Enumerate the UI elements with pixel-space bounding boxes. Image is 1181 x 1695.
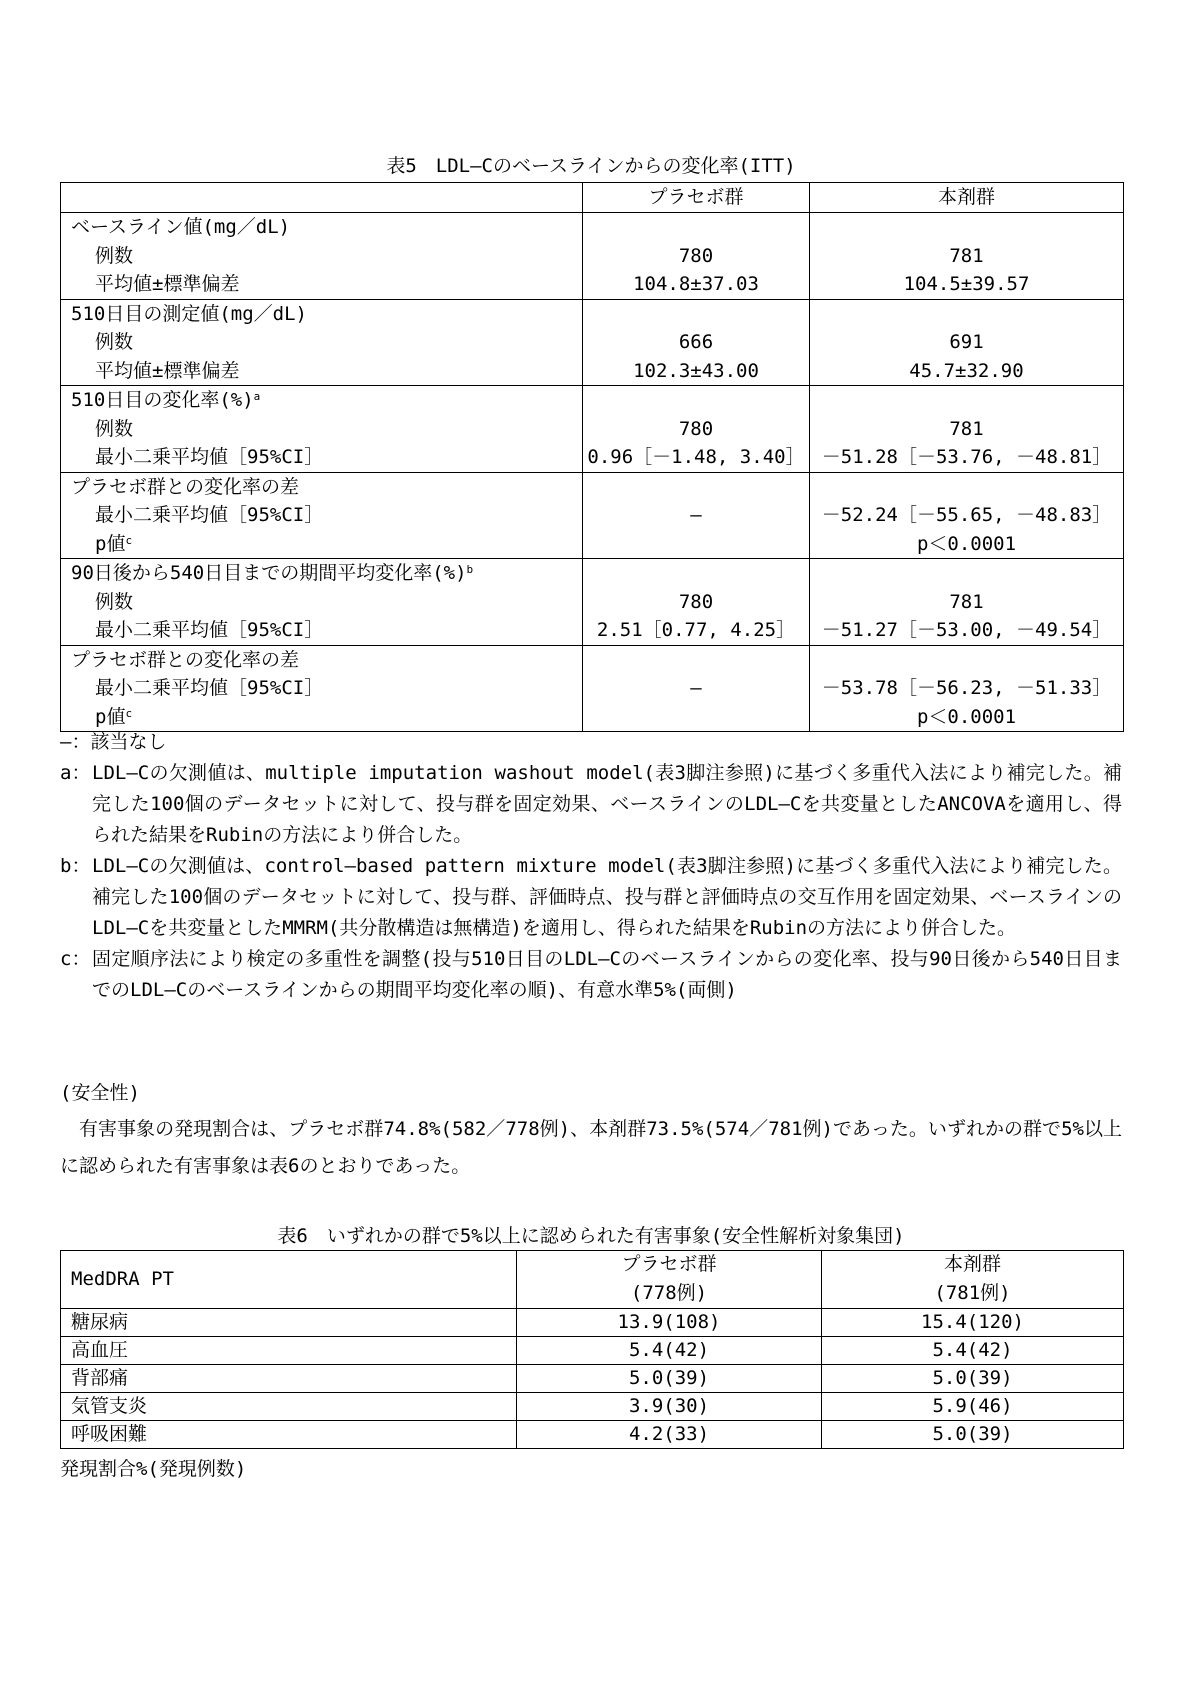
table5-section-title-text: 90日後から540日目までの期間平均変化率(%) <box>71 562 467 584</box>
table5-placebo-cell <box>583 299 810 386</box>
table6-term: 背部痛 <box>61 1365 517 1393</box>
table5-spacer <box>810 646 1123 675</box>
table5-row-label <box>71 328 582 357</box>
table6-row <box>61 1421 1124 1449</box>
table5-row-label-text: 例数 <box>95 417 134 440</box>
table6-header-placebo <box>517 1251 822 1309</box>
table6-row <box>61 1337 1124 1365</box>
table5-row-label <box>71 616 582 645</box>
table6-term: 気管支炎 <box>61 1393 517 1421</box>
table5-note <box>60 851 1122 944</box>
table5-spacer <box>583 300 809 329</box>
table5-header-drug: 本剤群 <box>810 183 1124 213</box>
table5-section <box>61 559 1124 646</box>
table5-spacer <box>810 559 1123 588</box>
table5-placebo-cell <box>583 386 810 473</box>
table5-spacer <box>583 473 809 502</box>
table5-row-label <box>71 443 582 472</box>
table5-spacer <box>583 386 809 415</box>
table5-row-label-text: 例数 <box>95 244 134 267</box>
table6-row <box>61 1309 1124 1337</box>
table5-row-label <box>71 530 582 559</box>
footnote-marker: c <box>125 706 133 720</box>
table5-label-cell <box>61 645 583 732</box>
safety-section <box>60 1075 1122 1185</box>
table6-drug: 5.9(46) <box>822 1393 1124 1421</box>
table5-row-label-text: 例数 <box>95 590 134 613</box>
note-key: a： <box>60 762 91 784</box>
table5-section-title <box>71 213 582 242</box>
table5-row-label-text: p値 <box>95 532 126 555</box>
table5-spacer <box>583 559 809 588</box>
table5-drug-value: －51.28［－53.76, －48.81］ <box>821 446 1112 468</box>
table5-label-cell <box>61 299 583 386</box>
table5-note <box>60 758 1122 851</box>
table5-section-title-text: プラセボ群との変化率の差 <box>71 475 300 498</box>
table5-drug-value: p＜0.0001 <box>916 705 1017 728</box>
table5-section <box>61 472 1124 559</box>
table5-row-label <box>71 588 582 617</box>
table5-placebo-value <box>583 530 809 559</box>
table5-row-label-text: 平均値±標準偏差 <box>95 273 240 295</box>
table5-placebo-value: 666 <box>678 331 714 353</box>
table5-spacer <box>810 386 1123 415</box>
table5-section <box>61 645 1124 732</box>
table5-row-label <box>71 415 582 444</box>
safety-heading: (安全性) <box>60 1082 140 1104</box>
table5-header-row <box>61 183 1124 213</box>
table6-drug: 5.0(39) <box>822 1365 1124 1393</box>
table5 <box>60 182 1124 732</box>
note-text: 固定順序法により検定の多重性を調整(投与510日目のLDL―Cのベースラインからの変化率、投与90日後から540日目までのLDL―Cのベースラインからの期間平均変化率の順)、有意水準5%(両側) <box>92 948 1122 1001</box>
table5-note <box>60 944 1122 1006</box>
table5-placebo-value: 780 <box>678 417 714 440</box>
table5-section-title-text: プラセボ群との変化率の差 <box>71 648 300 671</box>
table6-placebo: 5.0(39) <box>517 1365 822 1393</box>
table5-row-label-text: 最小二乗平均値［95%CI］ <box>95 619 324 641</box>
table5-placebo-value: 102.3±43.00 <box>633 359 759 382</box>
table6-row <box>61 1365 1124 1393</box>
table6-drug: 15.4(120) <box>822 1309 1124 1337</box>
table6-placebo: 4.2(33) <box>517 1421 822 1449</box>
table5-drug-value: 781 <box>949 244 984 267</box>
footnote-marker: c <box>125 533 133 547</box>
table5-drug-value: 691 <box>949 331 984 353</box>
table5-notes <box>60 727 1122 1006</box>
table5-row-label-text: 最小二乗平均値［95%CI］ <box>95 677 324 699</box>
table5-section-title <box>71 300 582 329</box>
table6 <box>60 1250 1124 1449</box>
table6-caption: 表6 いずれかの群で5%以上に認められた有害事象(安全性解析対象集団) <box>277 1225 905 1247</box>
table5-drug-cell <box>810 559 1124 646</box>
table6-footnote: 発現割合%(発現例数) <box>60 1458 247 1480</box>
table5-row-label-text: 例数 <box>95 331 134 353</box>
table5-section-title <box>71 559 582 588</box>
table5-section <box>61 299 1124 386</box>
table5-drug-cell <box>810 472 1124 559</box>
table6-placebo: 13.9(108) <box>517 1309 822 1337</box>
table5-placebo-value: ― <box>690 677 702 699</box>
table5-row-label-text: p値 <box>95 705 126 728</box>
table5-drug-value: －51.27［－53.00, －49.54］ <box>821 619 1112 641</box>
table5-row-label <box>71 242 582 271</box>
table6-header-row <box>61 1251 1124 1309</box>
table5-caption: 表5 LDL―Cのベースラインからの変化率(ITT) <box>386 155 796 177</box>
table6-drug: 5.0(39) <box>822 1421 1124 1449</box>
note-dash: ―：該当なし <box>60 731 167 753</box>
table5-row-label-text: 最小二乗平均値［95%CI］ <box>95 504 324 526</box>
table5-spacer <box>583 213 809 242</box>
table5-row-label <box>71 270 582 299</box>
table5-section-title-text: 510日目の測定値(mg／dL) <box>71 302 307 325</box>
table6-term: 糖尿病 <box>61 1309 517 1337</box>
table5-placebo-cell <box>583 645 810 732</box>
table5-row-label <box>71 674 582 703</box>
note-text: LDL―Cの欠測値は、control―based pattern mixture model(表3脚注参照)に基づく多重代入法により補完した。補完した100個のデータセットに対して、投与群、評価時点、投与群と評価時点の交互作用を固定効果、ベースラインのLDL―Cを共変量としたMMRM(共分散構造は無構造)を適用し、得られた結果をRubinの方法により併合した。 <box>92 855 1122 939</box>
table5-placebo-cell <box>583 213 810 300</box>
table5-drug-value: －52.24［－55.65, －48.83］ <box>821 504 1112 526</box>
table5-placebo-value: 2.51［0.77, 4.25］ <box>596 619 796 641</box>
table5-header-placebo: プラセボ群 <box>583 183 810 213</box>
table5-drug-value: 45.7±32.90 <box>909 359 1024 382</box>
table5-spacer <box>583 646 809 675</box>
table5-section <box>61 386 1124 473</box>
table5-section-title <box>71 386 582 415</box>
table5-section <box>61 213 1124 300</box>
table5-drug-value: p＜0.0001 <box>916 532 1017 555</box>
footnote-marker: a <box>253 390 261 403</box>
table5-section-title-text: ベースライン値(mg／dL) <box>71 216 291 238</box>
table5-row-label-text: 平均値±標準偏差 <box>95 359 240 382</box>
table6-header-drug <box>822 1251 1124 1309</box>
table6-placebo: 5.4(42) <box>517 1337 822 1365</box>
table5-row-label <box>71 501 582 530</box>
table5-drug-cell <box>810 386 1124 473</box>
note-key: b： <box>60 855 91 877</box>
table5-section-title-text: 510日目の変化率(%) <box>71 389 254 411</box>
table5-drug-value: 104.5±39.57 <box>903 273 1030 295</box>
table5-label-cell <box>61 559 583 646</box>
table5-row-label <box>71 357 582 386</box>
table5-placebo-value: 780 <box>678 244 714 267</box>
table5-drug-cell <box>810 299 1124 386</box>
table5-drug-value: 781 <box>949 590 984 613</box>
table6-term: 高血圧 <box>61 1337 517 1365</box>
table5-header-blank <box>61 183 583 213</box>
table6-drug: 5.4(42) <box>822 1337 1124 1365</box>
table5-spacer <box>810 473 1123 502</box>
table6-header-drug-label: 本剤群 <box>943 1253 1001 1275</box>
footnote-marker: b <box>466 563 474 576</box>
table5-label-cell <box>61 472 583 559</box>
safety-paragraph: 有害事象の発現割合は、プラセボ群74.8%(582／778例)、本剤群73.5%(574／781例)であった。いずれかの群で5%以上に認められた有害事象は表6のとおりであった。 <box>60 1118 1122 1177</box>
table6-header-drug-n: (781例) <box>934 1281 1011 1304</box>
table5-placebo-value: 104.8±37.03 <box>633 273 759 295</box>
table5-placebo-value: 780 <box>678 590 714 613</box>
table5-placebo-cell <box>583 472 810 559</box>
table6-header-term: MedDRA PT <box>61 1251 517 1309</box>
table5-placebo-value: ― <box>690 504 702 526</box>
table5-drug-cell <box>810 645 1124 732</box>
table5-placebo-value: 0.96［－1.48, 3.40］ <box>587 446 805 468</box>
table5-section-title <box>71 646 582 675</box>
table5-label-cell <box>61 213 583 300</box>
table5-drug-value: －53.78［－56.23, －51.33］ <box>821 677 1112 699</box>
table5-spacer <box>810 213 1123 242</box>
table5-placebo-cell <box>583 559 810 646</box>
table5-row-label-text: 最小二乗平均値［95%CI］ <box>95 446 324 468</box>
table6-row <box>61 1393 1124 1421</box>
table5-drug-value: 781 <box>949 417 984 440</box>
table5-spacer <box>810 300 1123 329</box>
table6-placebo: 3.9(30) <box>517 1393 822 1421</box>
table6-header-placebo-label: プラセボ群 <box>621 1253 717 1275</box>
table6-term: 呼吸困難 <box>61 1421 517 1449</box>
note-key: c： <box>60 948 91 970</box>
table6-header-placebo-n: (778例) <box>630 1281 708 1304</box>
table5-drug-cell <box>810 213 1124 300</box>
table5-label-cell <box>61 386 583 473</box>
note-text: LDL―Cの欠測値は、multiple imputation washout model(表3脚注参照)に基づく多重代入法により補完した。補完した100個のデータセットに対して、投与群を固定効果、ベースラインのLDL―Cを共変量としたANCOVAを適用し、得られた結果をRubinの方法により併合した。 <box>92 762 1122 846</box>
table5-section-title <box>71 473 582 502</box>
